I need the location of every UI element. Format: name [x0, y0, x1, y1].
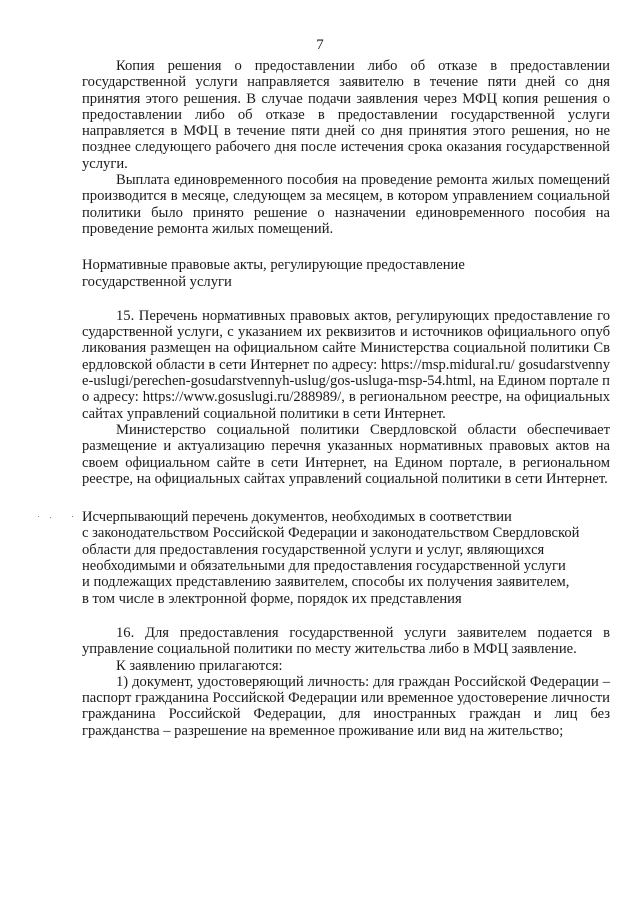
heading-line: и подлежащих представлению заявителем, способы их получения заявителем, [82, 574, 570, 591]
spacer [82, 290, 610, 308]
heading-line: Исчерпывающий перечень документов, необходимых в соответствии [82, 509, 512, 526]
paragraph-identity-document: 1) документ, удостоверяющий личность: для граждан Российской Федерации – паспорт гражданина Российской Федерации или временное удостоверение личности гражданина Российской Федерации, для иностранных граждан и лиц без гражданства – разрешение на временное проживание или вид на жительство; [82, 673, 610, 739]
scan-speck [38, 516, 39, 517]
heading-line: государственной услуги [82, 273, 232, 290]
heading-line: с законодательством Российской Федерации и законодательством Свердловской [82, 525, 580, 542]
document-body [82, 58, 610, 739]
spacer [82, 487, 610, 509]
paragraph-attachments-intro: К заявлению прилагаются: [116, 657, 283, 674]
heading-line: необходимыми и обязательными для предоставления государственной услуги [82, 558, 566, 575]
paragraph-legal-acts-list: 15. Перечень нормативных правовых актов, регулирующих предоставление государственной услуги, с указанием их реквизитов и источников официального опубликования размещен на официальном сайте Министерства социальной политики Свердловской области в сети Интернет по адресу: https://msp.midural.ru/ gosudarstvennye-uslugi/perechen-gosudarstvennyh-uslug/gos-usluga-msp-54.html, на Едином портале по адресу: https://www.gosuslugi.ru/288989/, в региональном реестре, на официальных сайтах управлений социальной политики в сети Интернет. [82, 307, 610, 422]
heading-required-documents [82, 509, 610, 607]
scan-speck [50, 517, 51, 518]
scan-speck [72, 516, 73, 517]
paragraph-decision-copy: Копия решения о предоставлении либо об отказе в предоставлении государственной услуги направляется заявителю в течение пяти дней со дня принятия этого решения. В случае подачи заявления через МФЦ копия решения о предоставлении либо об отказе в предоставлении государственной услуги направляется в МФЦ в течение пяти дней со дня принятия этого решения, но не позднее следующего рабочего дня после истечения срока оказания государственной услуги. [82, 58, 610, 172]
heading-line: области для предоставления государственной услуги и услуг, являющихся [82, 541, 545, 558]
page-number: 7 [316, 37, 324, 53]
heading-line: Нормативные правовые акты, регулирующие предоставление [82, 257, 465, 274]
paragraph-payment-timing: Выплата единовременного пособия на проведение ремонта жилых помещений производится в месяце, следующем за месяцем, в котором управлением социальной политики было принято решение о назначении единовременного пособия на проведение ремонта жилых помещений. [82, 172, 610, 237]
paragraph-application-submission: 16. Для предоставления государственной услуги заявителем подается в управление социальной политики по месту жительства либо в МФЦ заявление. [82, 624, 610, 658]
heading-legal-acts [82, 257, 610, 290]
spacer [82, 237, 610, 257]
heading-line: в том числе в электронной форме, порядок их представления [82, 590, 462, 607]
paragraph-ministry-publishing: Министерство социальной политики Свердловской области обеспечивает размещение и актуализацию перечня указанных нормативных правовых актов на своем официальном сайте в сети Интернет, на Едином портале, в региональном реестре, на официальных сайтах управлений социальной политики в сети Интернет. [82, 421, 610, 487]
spacer [82, 607, 610, 625]
